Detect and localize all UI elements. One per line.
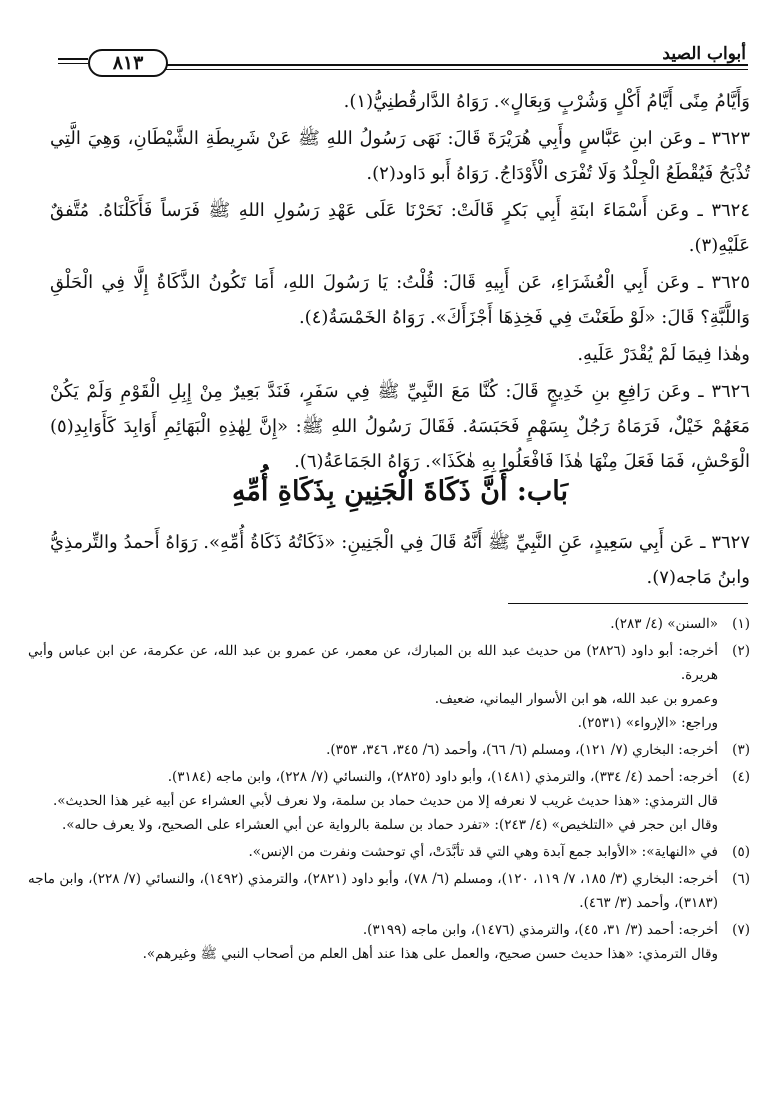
page-number: ٨١٣ [88, 49, 168, 77]
footnote-7 [28, 918, 750, 966]
footnote-line: قال الترمذي: «هذا حديث غريب لا نعرفه إلا من حديث حماد بن سلمة، ولا نعرف لأبي العشراء عن أبيه غير هذا الحديث». [52, 793, 718, 809]
main-text-2 [50, 525, 750, 597]
footnote-line: أخرجه: أحمد (٣/ ٣١، ٤٥)، والترمذي (١٤٧٦)، وابن ماجه (٣١٩٩). [362, 922, 718, 938]
footnote-line: أخرجه: أحمد (٤/ ٣٣٤)، والترمذي (١٤٨١)، وأبو داود (٢٨٢٥)، والنسائي (٧/ ٢٢٨)، وابن ماجه (٣١٨٤). [167, 769, 718, 785]
main-text [50, 84, 750, 481]
footnote-line: أخرجه: البخاري (٧/ ١٢١)، ومسلم (٦/ ٦٦)، وأحمد (٦/ ٣٤٥، ٣٤٦، ٣٥٣). [326, 742, 718, 758]
footnote-2 [28, 639, 750, 735]
hadith-3623: ٣٦٢٣ ـ وعَن ابنِ عَبَّاسٍ وأَبِي هُرَيْرَةَ قَالَ: نَهَى رَسُولُ اللهِ ﷺ عَنْ شَرِيطَةِ الشَّيْطَانِ، وَهِيَ الَّتِي تُذْبَحُ فَيُقْطَعُ الْجِلْدُ وَلَا تُفْرَى الْأَوْدَاجُ. رَوَاهُ أَبو دَاود(٢). [50, 128, 750, 184]
hadith-3626: ٣٦٢٦ ـ وعَن رَافِعِ بنِ خَدِيجٍ قَالَ: كُنَّا مَعَ النَّبِيِّ ﷺ فِي سَفَرٍ، فَنَدَّ بَعِيرٌ مِنْ إِبِلِ الْقَوْمِ وَلَمْ يَكُنْ مَعَهُمْ خَيْلٌ، فَرَمَاهُ رَجُلٌ بِسَهْمٍ فَحَبَسَهُ. فَقَالَ رَسُولُ اللهِ ﷺ: «إِنَّ لِهٰذِهِ الْبَهَائِمِ أَوَابِدَ كَأَوَابِدِ(٥) الْوَحْشِ، فَمَا فَعَلَ مِنْهَا هٰذَا فَافْعَلُوا بِهِ هٰكَذَا». رَوَاهُ الجَمَاعَةُ(٦). [50, 381, 750, 472]
footnote-5 [28, 840, 750, 864]
footnote-line: أخرجه: أبو داود (٢٨٢٦) من حديث عبد الله بن المبارك، عن معمر، عن عمرو بن عبد الله، عن عكرمة، عن ابن عباس وأبي هريرة. [28, 643, 718, 683]
hadith-3627: ٣٦٢٧ ـ عَن أَبِي سَعِيدٍ، عَنِ النَّبِيِّ ﷺ أَنَّهُ قَالَ فِي الْجَنِينِ: «ذَكَاتُهُ ذَكَاةُ أُمِّهِ». رَوَاهُ أَحمدُ والتِّرمذِيُّ وابنُ مَاجه(٧). [50, 532, 750, 588]
footnote-line: في «النهاية»: «الأوابد جمع آبدة وهي التي قد تأبَّدَتْ، أي توحشت ونفرت من الإنس». [248, 844, 718, 860]
footnote-1 [28, 612, 750, 636]
footnote-line: أخرجه: البخاري (٣/ ١٨٥، ٧/ ١١٩، ١٢٠)، ومسلم (٦/ ٧٨)، وأبو داود (٢٨٢١)، والترمذي (١٤٩٢)، والنسائي (٧/ ٢٢٨)، وابن ماجه (٣١٨٣)، وأحمد (٣/ ٤٦٣). [28, 871, 718, 911]
hadith-continuation: وَأَيَّامُ مِنًى أَيَّامُ أَكْلٍ وَشُرْبٍ وَبِعَالٍ». رَوَاهُ الدَّارقُطنِيُّ(١). [343, 91, 750, 112]
footnote-number: (٥) [732, 844, 750, 860]
footnote-number: (٤) [732, 769, 750, 785]
footnote-number: (٣) [732, 742, 750, 758]
footnote-line: «السنن» (٤/ ٢٨٣). [610, 616, 718, 632]
chapter-title: أبواب الصيد [662, 44, 746, 64]
author-comment: وهٰذا فِيمَا لَمْ يُقْدَرْ عَلَيهِ. [577, 344, 750, 365]
page-number-rule-thin [58, 63, 88, 64]
hadith-3625: ٣٦٢٥ ـ وعَن أَبِي الْعُشَرَاءِ، عَن أَبِيهِ قَالَ: قُلْتُ: يَا رَسُولَ اللهِ، أَمَا تَكُونُ الذَّكَاةُ إِلَّا فِي الْحَلْقِ وَاللَّبَّةِ؟ قَالَ: «لَوْ طَعَنْتَ فِي فَخِذِهَا أَجْزَأَكَ». رَوَاهُ الخَمْسَةُ(٤). [50, 272, 750, 328]
footnote-separator [508, 603, 748, 604]
footnote-number: (٧) [732, 922, 750, 938]
footnote-number: (١) [732, 616, 750, 632]
footnote-number: (٦) [732, 871, 750, 887]
footnote-6 [28, 867, 750, 915]
footnotes [28, 612, 750, 966]
header-rule-thin [158, 69, 748, 70]
chapter-heading: بَاب: أَنَّ ذَكَاةَ الْجَنِينِ بِذَكَاةِ أُمِّهِ [231, 476, 569, 507]
footnote-number: (٢) [732, 643, 750, 659]
page-header [58, 40, 748, 80]
hadith-3624: ٣٦٢٤ ـ وعَن أَسْمَاءَ ابنَةِ أَبِي بَكرٍ قَالَتْ: نَحَرْنَا عَلَى عَهْدِ رَسُولِ اللهِ ﷺ فَرَساً فَأَكَلْنَاهُ. مُتَّفقٌ عَلَيْهِ(٣). [50, 200, 750, 256]
header-rule [158, 64, 748, 66]
footnote-3 [28, 738, 750, 762]
footnote-line: وقال الترمذي: «هذا حديث حسن صحيح، والعمل على هذا عند أهل العلم من أصحاب النبي ﷺ وغيرهم». [142, 946, 718, 962]
footnote-line: وقال ابن حجر في «التلخيص» (٤/ ٢٤٣): «تفرد حماد بن سلمة بالرواية عن أبي العشراء على الصحيح، ولا يعرف حاله». [61, 817, 718, 833]
footnote-line: وراجع: «الإرواء» (٢٥٣١). [577, 715, 718, 731]
page-number-rule [58, 58, 88, 60]
footnote-4 [28, 765, 750, 837]
footnote-line: وعمرو بن عبد الله، هو ابن الأسوار اليماني، ضعيف. [434, 691, 718, 707]
